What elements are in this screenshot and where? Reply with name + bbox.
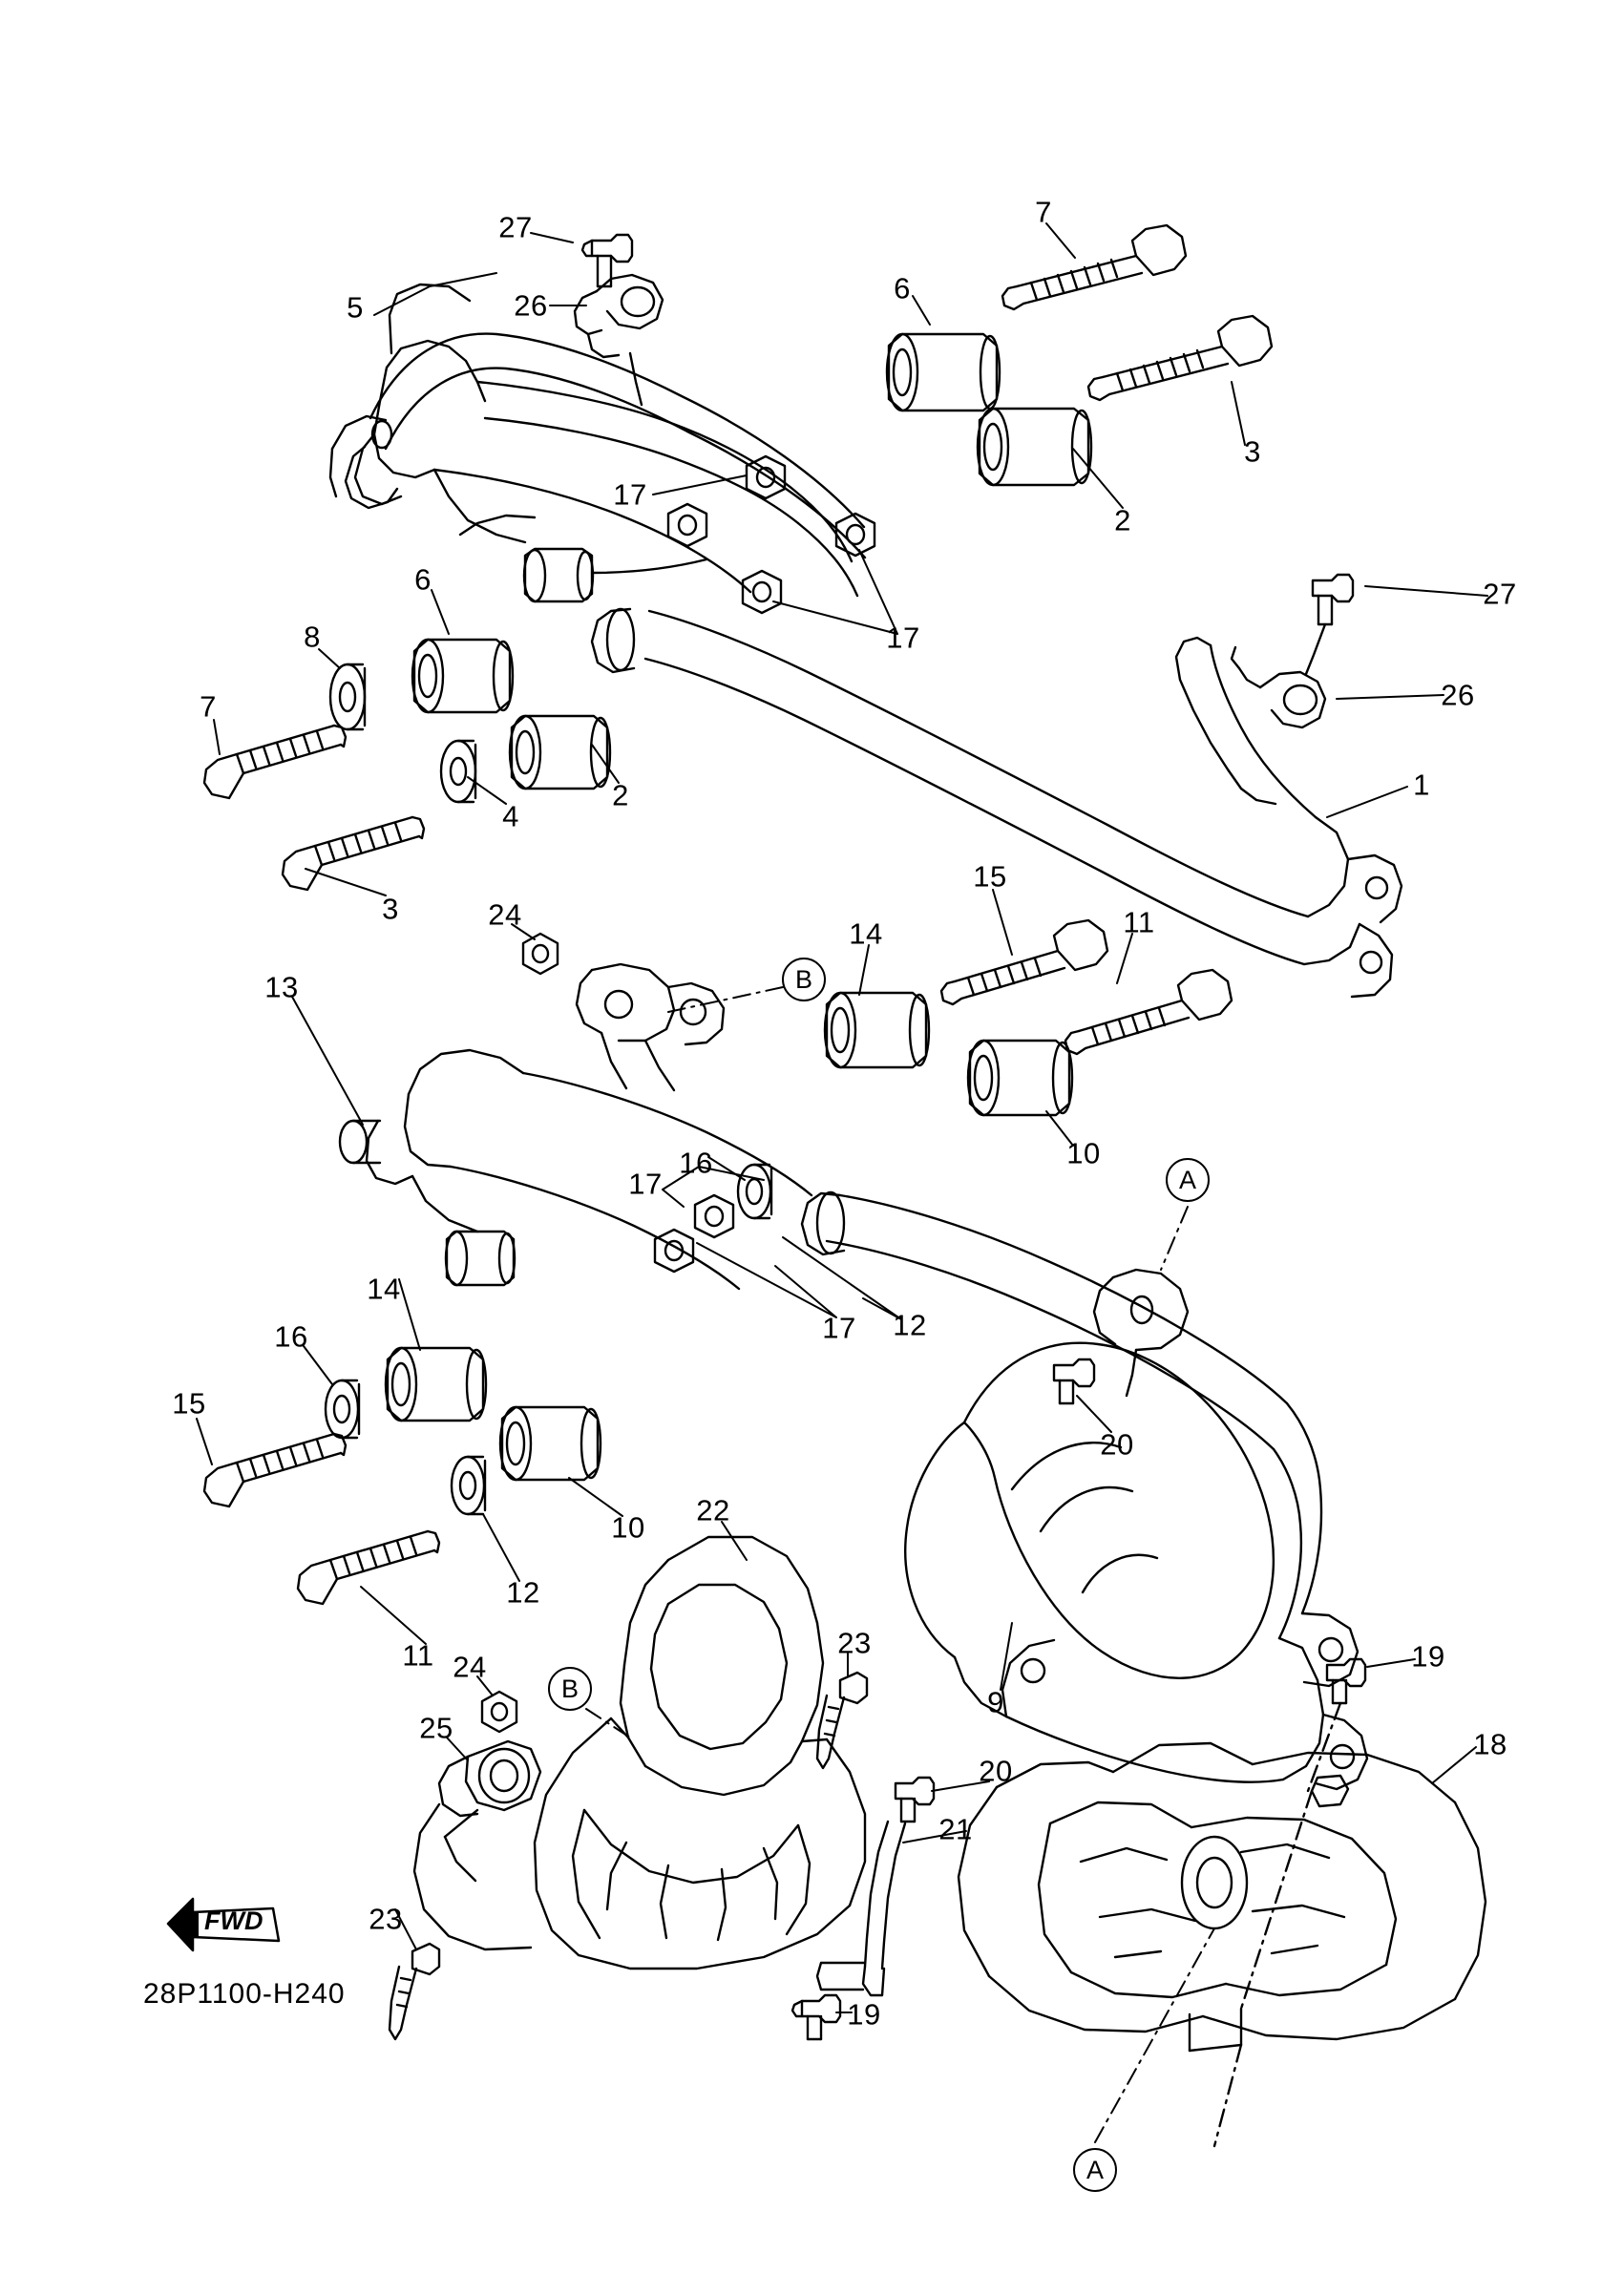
bushing-6-upper-right bbox=[887, 334, 1000, 411]
callout-number-6: 6 bbox=[894, 271, 911, 305]
callout-number-17: 17 bbox=[628, 1167, 663, 1201]
bushing-10-left bbox=[500, 1407, 601, 1480]
clip-26-top bbox=[575, 275, 663, 405]
callout-number-5: 5 bbox=[347, 290, 364, 325]
callout-number-12: 12 bbox=[893, 1308, 927, 1342]
bolt-27-right bbox=[1313, 575, 1353, 624]
callout-number-2: 2 bbox=[1114, 503, 1131, 537]
callout-number-3: 3 bbox=[382, 892, 399, 926]
washer-16-mid bbox=[738, 1165, 771, 1218]
callout-number-24: 24 bbox=[453, 1650, 487, 1684]
bolt-11-mid bbox=[1065, 970, 1232, 1054]
nut-17-f bbox=[655, 1230, 693, 1272]
upper-left-a-arm bbox=[355, 284, 857, 601]
callout-number-22: 22 bbox=[696, 1493, 730, 1527]
callout-number-16: 16 bbox=[679, 1146, 713, 1180]
bushing-2-left bbox=[510, 716, 610, 789]
screw-23-bottom bbox=[390, 1944, 439, 2039]
callout-number-8: 8 bbox=[304, 620, 321, 654]
callout-number-17: 17 bbox=[822, 1311, 856, 1345]
bolt-19-bottom bbox=[792, 1995, 840, 2039]
washer-4 bbox=[441, 741, 475, 802]
callout-number-20: 20 bbox=[979, 1754, 1013, 1788]
callout-number-4: 4 bbox=[502, 799, 519, 833]
bolt-7-left bbox=[204, 726, 346, 798]
callout-number-17: 17 bbox=[886, 621, 920, 655]
callout-number-7: 7 bbox=[1035, 195, 1052, 229]
callout-number-11: 11 bbox=[402, 1638, 434, 1673]
lower-right-a-arm-9 bbox=[802, 1192, 1367, 1789]
section-marker-b: B bbox=[548, 1667, 592, 1711]
callout-number-7: 7 bbox=[200, 689, 217, 724]
bolt-15-left bbox=[204, 1434, 346, 1506]
callout-number-19: 19 bbox=[1411, 1639, 1445, 1674]
callout-number-23: 23 bbox=[369, 1902, 403, 1936]
bushing-25 bbox=[439, 1741, 540, 1816]
lower-left-a-arm-13 bbox=[340, 964, 812, 1289]
callout-number-13: 13 bbox=[264, 970, 299, 1004]
nut-17-e bbox=[695, 1195, 733, 1237]
bolt-3-left bbox=[283, 817, 424, 890]
bushing-14-left bbox=[386, 1348, 486, 1421]
callout-number-27: 27 bbox=[1483, 577, 1517, 611]
upper-left-arm-frame bbox=[330, 334, 865, 558]
callout-number-17: 17 bbox=[613, 477, 647, 512]
callout-number-3: 3 bbox=[1244, 434, 1261, 469]
callout-number-6: 6 bbox=[414, 562, 432, 597]
bushing-10-mid bbox=[968, 1041, 1072, 1115]
callout-number-15: 15 bbox=[973, 859, 1007, 894]
nut-17-b bbox=[668, 504, 706, 546]
bolt-7-upper-right bbox=[1002, 225, 1186, 309]
fwd-direction-marker bbox=[160, 1885, 304, 1962]
section-marker-a: A bbox=[1166, 1158, 1210, 1202]
bolt-20-lower bbox=[896, 1778, 934, 1822]
part-number-code: 28P1100-H240 bbox=[143, 1978, 346, 2010]
nut-24-lower bbox=[482, 1692, 516, 1732]
callout-number-20: 20 bbox=[1100, 1427, 1134, 1462]
section-marker-a: A bbox=[1073, 2148, 1117, 2192]
washer-12-left bbox=[452, 1457, 485, 1514]
callout-number-24: 24 bbox=[488, 897, 522, 932]
callout-number-25: 25 bbox=[419, 1711, 453, 1745]
nut-17-d bbox=[743, 571, 781, 613]
bushing-14-mid bbox=[825, 993, 929, 1067]
bolt-3-upper-right bbox=[1088, 316, 1272, 400]
callout-number-23: 23 bbox=[837, 1626, 872, 1660]
callout-number-9: 9 bbox=[987, 1685, 1004, 1719]
callout-number-10: 10 bbox=[1066, 1136, 1101, 1170]
callout-number-26: 26 bbox=[1441, 678, 1475, 712]
bolt-20-upper bbox=[1054, 1359, 1094, 1403]
bolt-19-right bbox=[1327, 1659, 1365, 1703]
bushing-2-upper-right bbox=[978, 409, 1091, 485]
callout-number-12: 12 bbox=[506, 1575, 540, 1610]
nut-24-upper bbox=[523, 934, 558, 974]
callout-number-14: 14 bbox=[849, 916, 883, 951]
callout-number-19: 19 bbox=[847, 1997, 881, 2032]
callout-number-15: 15 bbox=[172, 1386, 206, 1421]
callout-number-1: 1 bbox=[1413, 768, 1430, 802]
upper-right-a-arm bbox=[592, 609, 1402, 997]
skid-plate-22 bbox=[414, 1537, 865, 1969]
rod-21 bbox=[817, 1822, 905, 1995]
skid-plate-18 bbox=[959, 1743, 1486, 2051]
fwd-label: FWD bbox=[204, 1906, 263, 1935]
callout-number-2: 2 bbox=[612, 778, 629, 812]
callout-number-10: 10 bbox=[611, 1510, 645, 1545]
callout-number-26: 26 bbox=[514, 288, 548, 323]
screw-23-left bbox=[817, 1673, 867, 1768]
washer-8 bbox=[330, 664, 365, 729]
callout-number-11: 11 bbox=[1123, 905, 1155, 939]
callout-number-14: 14 bbox=[367, 1272, 401, 1306]
bolt-15-mid bbox=[941, 920, 1107, 1004]
callout-number-21: 21 bbox=[938, 1812, 973, 1846]
bushing-6-left bbox=[412, 640, 513, 712]
callout-number-18: 18 bbox=[1473, 1727, 1507, 1761]
callout-number-16: 16 bbox=[274, 1319, 308, 1354]
bolt-27-top bbox=[582, 235, 632, 286]
section-marker-b: B bbox=[782, 958, 826, 1001]
callout-number-27: 27 bbox=[498, 210, 533, 244]
washer-16-left bbox=[326, 1380, 359, 1438]
